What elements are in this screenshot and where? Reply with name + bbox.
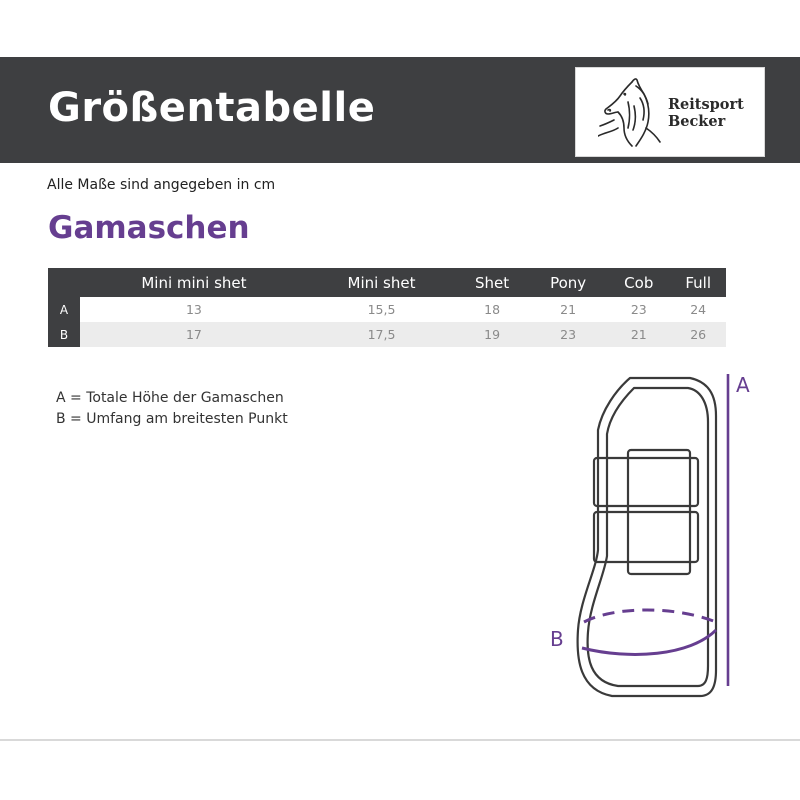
column-header: Cob [607,268,670,297]
brand-name [668,96,744,130]
measure-curve-b-solid [582,630,716,654]
footer-divider [0,739,800,741]
table-cell: 15,5 [308,297,455,322]
brand-name-line2: Becker [668,113,726,130]
measurement-legend [56,388,288,430]
brand-name-line1: Reitsport [668,96,744,113]
column-header: Pony [529,268,607,297]
upper-strap [594,458,698,506]
column-header: Shet [455,268,529,297]
size-table [48,268,726,347]
measure-label-b: B [550,627,564,651]
brand-logo [575,67,765,157]
table-cell: 21 [529,297,607,322]
legend-a: A = Totale Höhe der Gamaschen [56,390,284,406]
column-header: Mini shet [308,268,455,297]
table-header-row [48,268,726,297]
horse-head-icon [598,76,664,148]
legend-b: B = Umfang am breitesten Punkt [56,411,288,427]
units-note: Alle Maße sind angegeben in cm [47,177,276,193]
boot-outline [578,378,716,696]
lower-strap [594,512,698,562]
table-cell: 17 [80,322,308,347]
row-label: A [48,297,80,322]
section-title: Gamaschen [48,210,250,246]
table-cell: 23 [607,297,670,322]
column-header: Full [670,268,726,297]
table-cell: 24 [670,297,726,322]
header-corner-cell [48,268,80,297]
measure-curve-b-dashed [584,610,716,622]
table-cell: 13 [80,297,308,322]
table-row [48,297,726,322]
table-row [48,322,726,347]
tendon-boot-diagram [540,360,770,720]
table-cell: 18 [455,297,529,322]
table-cell: 21 [607,322,670,347]
header-bar [0,57,800,163]
row-label: B [48,322,80,347]
table-cell: 26 [670,322,726,347]
column-header: Mini mini shet [80,268,308,297]
table-cell: 19 [455,322,529,347]
measure-label-a: A [736,373,750,397]
table-cell: 17,5 [308,322,455,347]
page-title: Größentabelle [48,85,376,131]
table-cell: 23 [529,322,607,347]
